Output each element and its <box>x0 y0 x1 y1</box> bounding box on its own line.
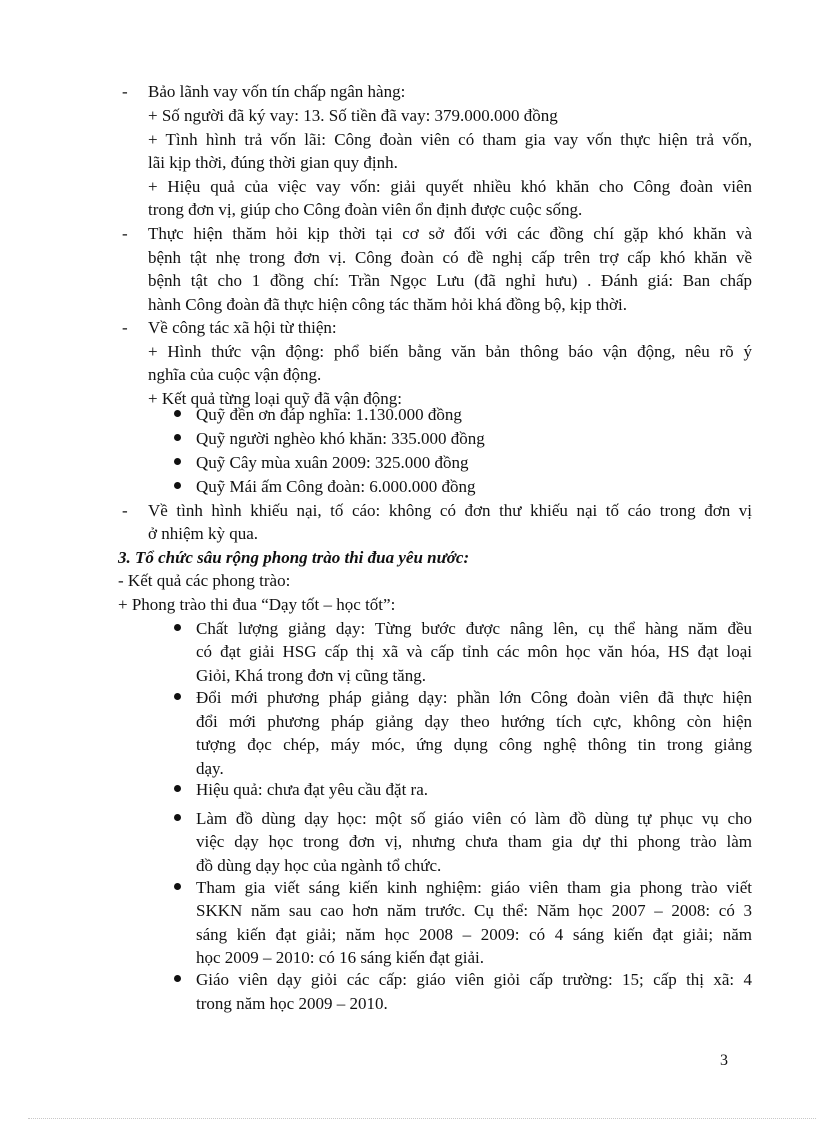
bullet-icon <box>174 814 181 821</box>
page-bottom-rule <box>28 1118 816 1119</box>
bullet-icon <box>174 410 181 417</box>
fund-item: Quỹ Cây mùa xuân 2009: 325.000 đồng <box>196 453 469 472</box>
text-line: + Phong trào thi đua “Dạy tốt – học tốt”: <box>118 595 396 614</box>
text-line: SKKN năm sau cao hơn năm trước. Cụ thể: Năm học 2007 – 2008: có 3 <box>196 901 752 920</box>
text-line: bệnh tật nhẹ trong đơn vị. Công đoàn có đề nghị cấp trên trợ cấp khó khăn về <box>148 248 752 267</box>
text-line: ở nhiệm kỳ qua. <box>148 524 259 543</box>
bullet-item-effectiveness: Hiệu quả: chưa đạt yêu cầu đặt ra. <box>196 780 428 799</box>
bullet-item-good-teachers: Giáo viên dạy giỏi các cấp: giáo viên giỏi cấp trường: 15; cấp thị xã: 4 <box>196 970 752 989</box>
text-line: nghĩa của cuộc vận động. <box>148 365 322 384</box>
list-item-loan-guarantee: Bảo lãnh vay vốn tín chấp ngân hàng: <box>148 82 406 101</box>
bullet-item-teaching-methods: Đổi mới phương pháp giảng dạy: phần lớn Công đoàn viên đã thực hiện <box>196 688 752 707</box>
fund-item: Quỹ đền ơn đáp nghĩa: 1.130.000 đồng <box>196 405 462 424</box>
text-line: dạy. <box>196 759 224 778</box>
list-item-complaints: Về tình hình khiếu nại, tố cáo: không có đơn thư khiếu nại tố cáo trong đơn vị <box>148 501 752 520</box>
text-line: Giỏi, Khá trong đơn vị cũng tăng. <box>196 666 426 685</box>
bullet-icon <box>174 458 181 465</box>
section-heading: 3. Tổ chức sâu rộng phong trào thi đua yêu nước: <box>118 548 470 567</box>
text-line: đồ dùng dạy học của ngành tổ chức. <box>196 856 442 875</box>
bullet-icon <box>174 693 181 700</box>
list-dash: - <box>122 224 128 243</box>
bullet-icon <box>174 883 181 890</box>
text-line: + Hiệu quả của việc vay vốn: giải quyết nhiều khó khăn cho Công đoàn viên <box>148 177 752 196</box>
bullet-item-teaching-aids: Làm đồ dùng dạy học: một số giáo viên có làm đồ dùng tự phục vụ cho <box>196 809 752 828</box>
list-dash: - <box>122 318 128 337</box>
bullet-icon <box>174 975 181 982</box>
bullet-icon <box>174 434 181 441</box>
text-line: tượng đọc chép, máy móc, ứng dụng công nghệ thông tin trong giảng <box>196 735 752 754</box>
bullet-icon <box>174 624 181 631</box>
list-dash: - <box>122 82 128 101</box>
list-dash: - <box>122 501 128 520</box>
list-item-charity: Về công tác xã hội từ thiện: <box>148 318 337 337</box>
page-number: 3 <box>720 1052 728 1069</box>
text-line: + Kết quả từng loại quỹ đã vận động: <box>148 389 402 408</box>
bullet-icon <box>174 482 181 489</box>
text-line: + Số người đã ký vay: 13. Số tiền đã vay: 379.000.000 đồng <box>148 106 558 125</box>
text-line: bệnh tật cho 1 đồng chí: Trần Ngọc Lưu (đã nghỉ hưu) . Đánh giá: Ban chấp <box>148 271 752 290</box>
text-line: trong đơn vị, giúp cho Công đoàn viên ổn định được cuộc sống. <box>148 200 583 219</box>
text-line: sáng kiến đạt giải; năm học 2008 – 2009: có 4 sáng kiến đạt giải; năm <box>196 925 752 944</box>
list-item-visiting: Thực hiện thăm hỏi kịp thời tại cơ sở đối với các đồng chí gặp khó khăn và <box>148 224 752 243</box>
bullet-icon <box>174 785 181 792</box>
text-line: học 2009 – 2010: có 16 sáng kiến đạt giải. <box>196 948 485 967</box>
bullet-item-teaching-quality: Chất lượng giảng dạy: Từng bước được nâng lên, cụ thể hàng năm đều <box>196 619 752 638</box>
text-line: có đạt giải HSG cấp thị xã và cấp tỉnh các môn học văn hóa, HS đạt loại <box>196 642 752 661</box>
text-line: - Kết quả các phong trào: <box>118 571 291 590</box>
text-line: trong năm học 2009 – 2010. <box>196 994 388 1013</box>
bullet-item-initiatives: Tham gia viết sáng kiến kinh nghiệm: giáo viên tham gia phong trào viết <box>196 878 752 897</box>
text-line: + Tình hình trả vốn lãi: Công đoàn viên có tham gia vay vốn thực hiện trả vốn, <box>148 130 752 149</box>
fund-item: Quỹ người nghèo khó khăn: 335.000 đồng <box>196 429 485 448</box>
text-line: hành Công đoàn đã thực hiện công tác thăm hỏi khá đồng bộ, kịp thời. <box>148 295 628 314</box>
fund-item: Quỹ Mái ấm Công đoàn: 6.000.000 đồng <box>196 477 476 496</box>
text-line: việc dạy học trong đơn vị, nhưng chưa tham gia dự thi phong trào làm <box>196 832 752 851</box>
text-line: + Hình thức vận động: phổ biến bằng văn bản thông báo vận động, nêu rõ ý <box>148 342 752 361</box>
text-line: đổi mới phương pháp giảng dạy theo hướng tích cực, không còn hiện <box>196 712 752 731</box>
text-line: lãi kịp thời, đúng thời gian quy định. <box>148 153 398 172</box>
